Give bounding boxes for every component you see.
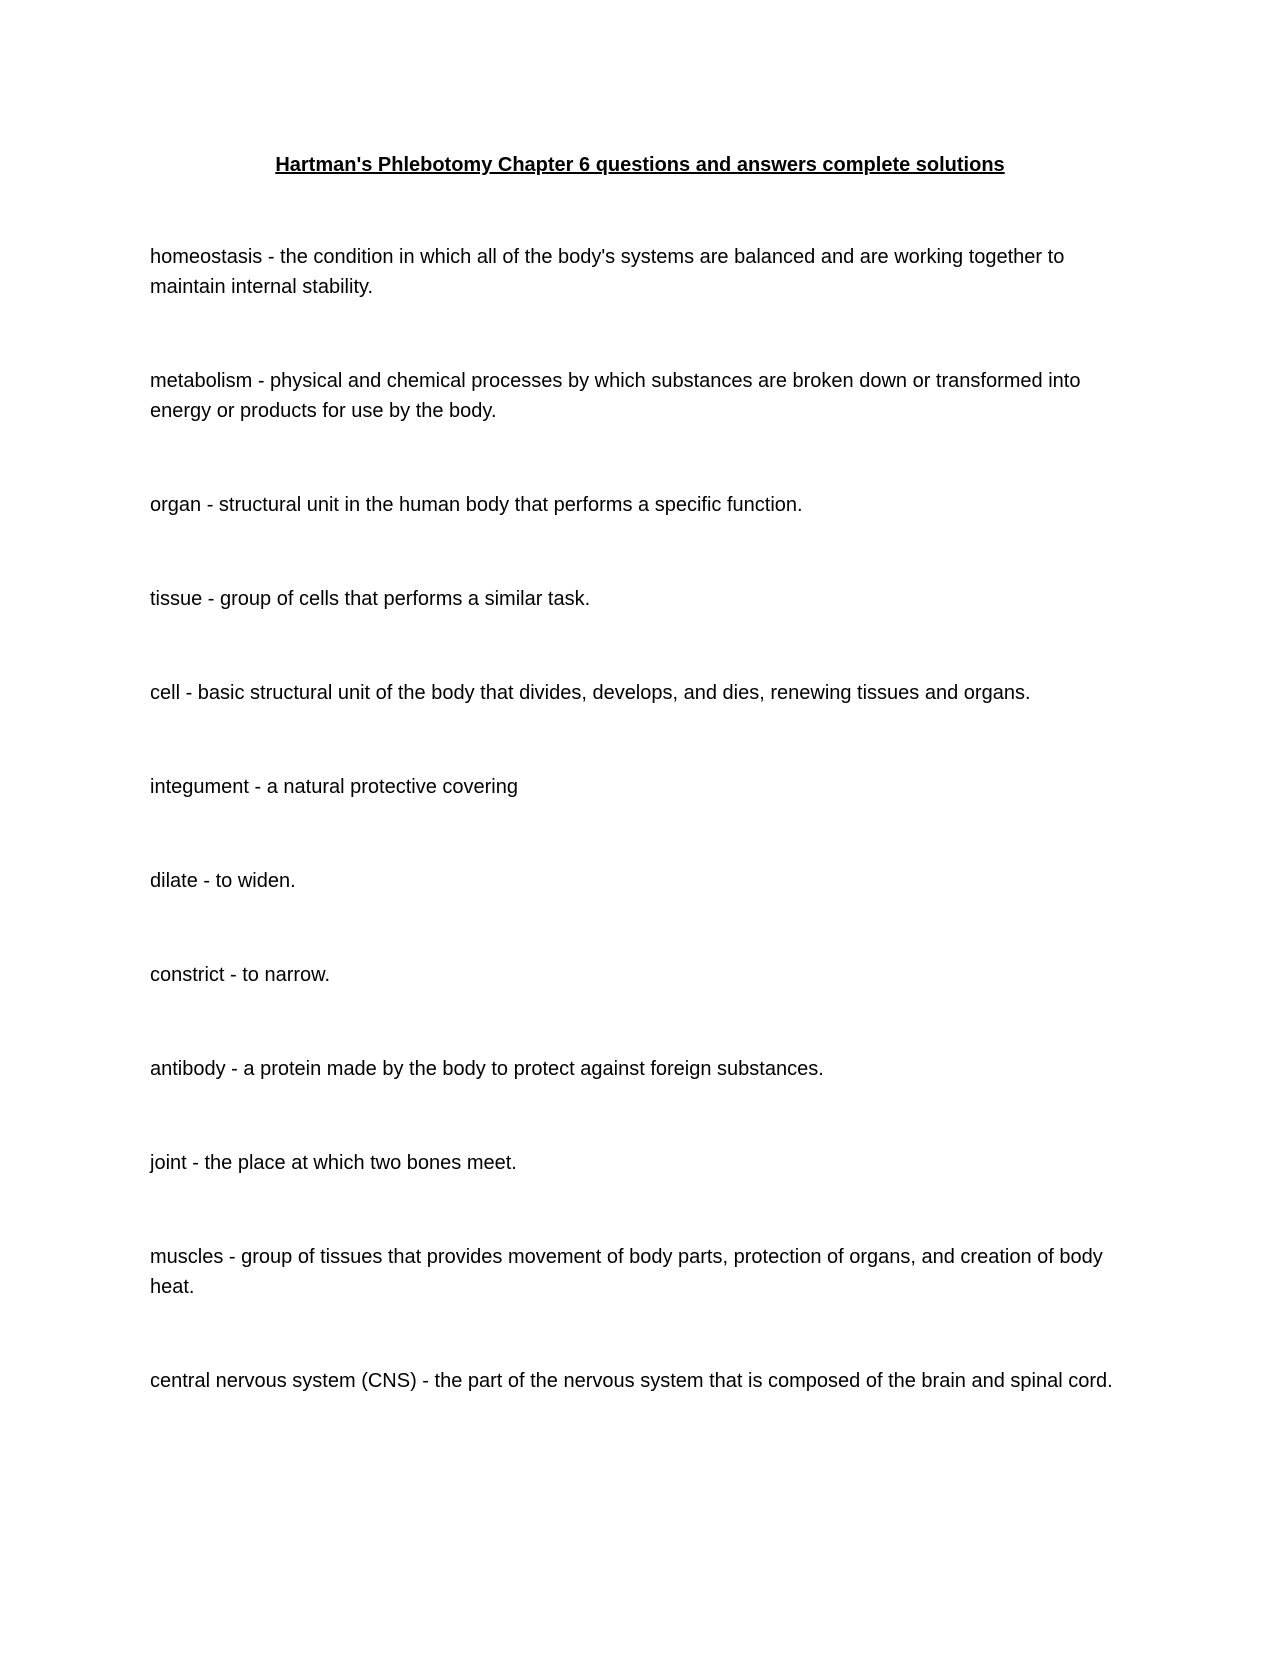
entry-dilate: dilate - to widen. — [150, 870, 296, 892]
entry-central-nervous-system: central nervous system (CNS) - the part of the nervous system that is composed of the brain and spinal cord. — [150, 1370, 1113, 1392]
entry-homeostasis: homeostasis - the condition in which all of the body's systems are balanced and are working together to maintain internal stability. — [150, 246, 1065, 298]
entry-metabolism: metabolism - physical and chemical processes by which substances are broken down or transformed into energy or products for use by the body. — [150, 370, 1081, 422]
entry-joint: joint - the place at which two bones meet. — [150, 1152, 517, 1174]
entry-tissue: tissue - group of cells that performs a similar task. — [150, 588, 591, 610]
entry-organ: organ - structural unit in the human body that performs a specific function. — [150, 494, 803, 516]
document-title: Hartman's Phlebotomy Chapter 6 questions and answers complete solutions — [275, 154, 1005, 176]
entry-constrict: constrict - to narrow. — [150, 964, 331, 986]
entry-cell: cell - basic structural unit of the body that divides, develops, and dies, renewing tissues and organs. — [150, 682, 1031, 704]
term-definition-list — [150, 242, 1130, 1490]
entry-antibody: antibody - a protein made by the body to protect against foreign substances. — [150, 1058, 824, 1080]
entry-muscles: muscles - group of tissues that provides movement of body parts, protection of organs, and creation of body heat. — [150, 1246, 1103, 1298]
entry-integument: integument - a natural protective covering — [150, 776, 518, 798]
